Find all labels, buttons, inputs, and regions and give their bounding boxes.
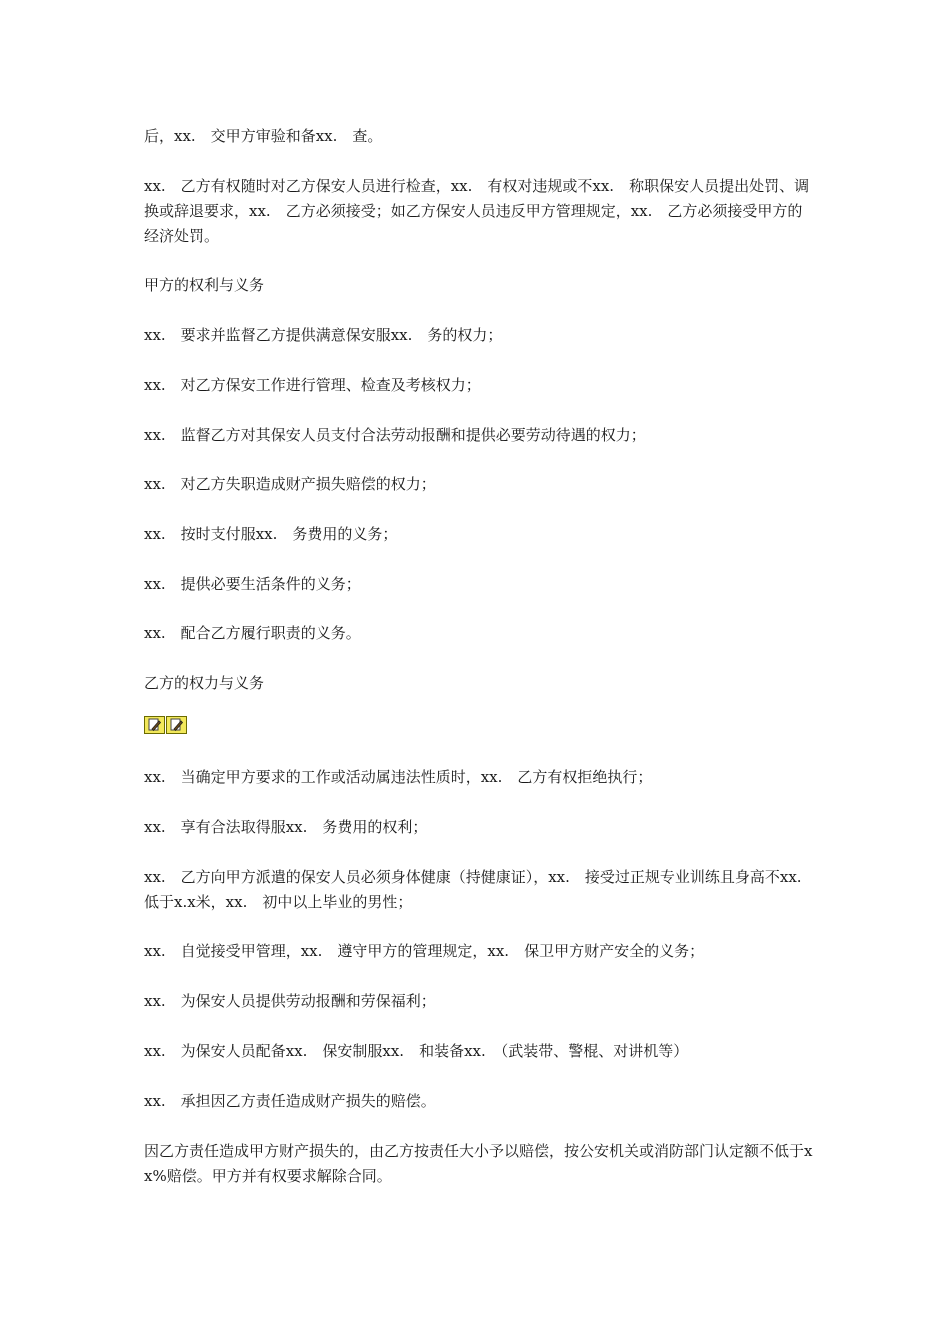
list-item: xx. 自觉接受甲管理，xx. 遵守甲方的管理规定，xx. 保卫甲方财产安全的义务；: [144, 942, 705, 960]
list-item: xx. 监督乙方对其保安人员支付合法劳动报酬和提供必要劳动待遇的权力；: [144, 426, 646, 444]
list-item: xx. 配合乙方履行职责的义务。: [144, 624, 361, 642]
list-item: xx. 要求并监督乙方提供满意保安服xx. 务的权力；: [144, 326, 503, 344]
list-item: xx. 对乙方失职造成财产损失赔偿的权力；: [144, 475, 436, 493]
list-item: xx. 当确定甲方要求的工作或活动属违法性质时，xx. 乙方有权拒绝执行；: [144, 768, 653, 786]
paragraph-compensation: 因乙方责任造成甲方财产损失的，由乙方按责任大小予以赔偿，按公安机关或消防部门认定额不低于xx%赔偿。甲方并有权要求解除合同。: [144, 1142, 813, 1185]
paragraph-inspection: xx. 乙方有权随时对乙方保安人员进行检查，xx. 有权对违规或不xx. 称职保安人员提出处罚、调换或辞退要求，xx. 乙方必须接受；如乙方保安人员违反甲方管理规定，xx. 乙方必须接受甲方的经济处罚。: [144, 177, 810, 245]
paragraph-approval: 后，xx. 交甲方审验和备xx. 查。: [144, 127, 383, 145]
section-heading-party-b: 乙方的权力与义务: [144, 674, 265, 692]
pencil-edit-icon[interactable]: [166, 716, 187, 734]
list-item: xx. 按时支付服xx. 务费用的义务；: [144, 525, 398, 543]
list-item: xx. 享有合法取得服xx. 务费用的权利；: [144, 818, 428, 836]
section-heading-party-a: 甲方的权利与义务: [144, 276, 265, 294]
list-item: xx. 提供必要生活条件的义务；: [144, 575, 361, 593]
edit-icons: [144, 716, 187, 734]
list-item: xx. 为保安人员配备xx. 保安制服xx. 和装备xx. （武装带、警棍、对讲机等）: [144, 1042, 689, 1060]
list-item: xx. 承担因乙方责任造成财产损失的赔偿。: [144, 1092, 436, 1110]
list-item: xx. 对乙方保安工作进行管理、检查及考核权力；: [144, 376, 481, 394]
pencil-edit-icon[interactable]: [144, 716, 165, 734]
list-item: xx. 为保安人员提供劳动报酬和劳保福利；: [144, 992, 436, 1010]
list-item: xx. 乙方向甲方派遣的保安人员必须身体健康（持健康证），xx. 接受过正规专业训练且身高不xx. 低于x.x米，xx. 初中以上毕业的男性；: [144, 868, 817, 911]
